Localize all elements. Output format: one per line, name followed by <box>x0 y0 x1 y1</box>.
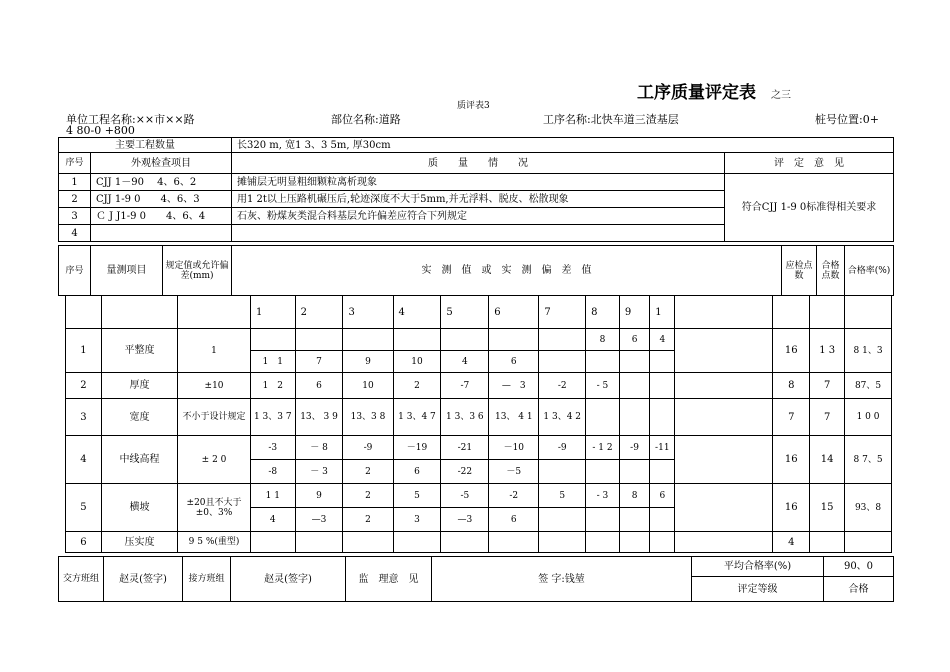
measured-value <box>489 329 539 351</box>
measured-value <box>586 460 620 484</box>
point-number: 1 <box>650 296 675 329</box>
row-no: 4 <box>59 225 91 242</box>
col-tolerance: 规定值或允许偏差(mm) <box>163 246 232 296</box>
form-title: 工序质量评定表 <box>637 83 756 103</box>
measure-item-name: 中线高程 <box>101 436 177 484</box>
measured-value: 7 <box>295 351 343 373</box>
pass-rate: 87、5 <box>845 373 892 399</box>
measured-value <box>650 399 675 436</box>
pass-rate: 8 1、3 <box>845 329 892 373</box>
measured-value: 6 <box>650 484 675 508</box>
blank-cell <box>773 296 810 329</box>
col-seq-measure: 序号 <box>59 246 91 296</box>
pass-rate: 1 0 0 <box>845 399 892 436</box>
tolerance-value: 1 <box>178 329 251 373</box>
measured-value: - 3 <box>586 484 620 508</box>
blank-cell <box>675 373 773 399</box>
measured-value: 6 <box>619 329 649 351</box>
row-no: 2 <box>59 191 91 208</box>
measured-value: 9 <box>343 351 393 373</box>
measured-value <box>586 532 620 553</box>
pass-rate: 93、8 <box>845 484 892 532</box>
opinion-cell: 符合CJJ 1-9 0标准得相关要求 <box>725 174 894 242</box>
measured-value: －19 <box>393 436 441 460</box>
pass-count: 7 <box>810 399 845 436</box>
measured-value: 9 <box>295 484 343 508</box>
point-number: 5 <box>441 296 489 329</box>
measured-value <box>441 532 489 553</box>
measured-value: 2 <box>343 484 393 508</box>
process-name: 工序名称:北快车道三渣基层 <box>543 113 679 126</box>
measure-header <box>58 245 894 296</box>
measured-value: -22 <box>441 460 489 484</box>
station-range: 4 80-0 +800 <box>66 124 135 137</box>
footer-table <box>58 556 894 602</box>
measured-value: - 1 2 <box>586 436 620 460</box>
row-item: Ｃ J J1-9 0 4、6、4 <box>91 208 232 225</box>
measure-item-name: 平整度 <box>101 329 177 373</box>
blank-cell <box>675 329 773 373</box>
measured-value: 6 <box>489 351 539 373</box>
measured-value: 6 <box>393 460 441 484</box>
avg-pass-rate-label: 平均合格率(%) <box>692 557 824 577</box>
supervision-opinion-label: 监 理意 见 <box>346 557 432 602</box>
measured-value: 1 1 <box>250 351 295 373</box>
measured-value <box>586 399 620 436</box>
measured-value: 2 <box>343 460 393 484</box>
pass-rate: 8 7、5 <box>845 436 892 484</box>
form-title-suffix: 之三 <box>771 90 791 101</box>
measure-grid <box>65 295 892 553</box>
measure-row-no: 4 <box>66 436 102 484</box>
should-check-count: 8 <box>773 373 810 399</box>
grade-label: 评定等级 <box>692 577 824 602</box>
point-number: 2 <box>295 296 343 329</box>
measured-value <box>539 532 586 553</box>
measured-value <box>650 351 675 373</box>
measured-value <box>295 532 343 553</box>
measured-value: 3 <box>393 508 441 532</box>
measured-value: 13、 4 1 <box>489 399 539 436</box>
col-pass-rate: 合格率(%) <box>845 246 894 296</box>
should-check-count: 7 <box>773 399 810 436</box>
measured-value: 1 1 <box>250 484 295 508</box>
pass-count: 15 <box>810 484 845 532</box>
blank-cell <box>675 532 773 553</box>
blank-cell <box>675 296 773 329</box>
tolerance-value: ± 2 0 <box>178 436 251 484</box>
col-measure-item: 量测项目 <box>91 246 163 296</box>
point-number: 9 <box>619 296 649 329</box>
measured-value: 10 <box>393 351 441 373</box>
measured-value: -9 <box>539 436 586 460</box>
point-number: 3 <box>343 296 393 329</box>
blank-cell <box>675 399 773 436</box>
measured-value: —3 <box>441 508 489 532</box>
measured-value <box>343 329 393 351</box>
measured-value <box>650 532 675 553</box>
point-number: 1 <box>250 296 295 329</box>
measured-value <box>539 460 586 484</box>
supervisor-signature: 签 字:钱堃 <box>432 557 692 602</box>
measured-value: -8 <box>250 460 295 484</box>
measured-value: 6 <box>489 508 539 532</box>
measure-item-name: 宽度 <box>101 399 177 436</box>
blank-cell <box>810 296 845 329</box>
measured-value: -9 <box>343 436 393 460</box>
measured-value: -21 <box>441 436 489 460</box>
measured-value: 1 2 <box>250 373 295 399</box>
measured-value <box>393 329 441 351</box>
measured-value <box>586 508 620 532</box>
measured-value <box>619 460 649 484</box>
unit-project-name: 单位工程名称:××市××路 <box>66 113 195 126</box>
measure-row-no: 6 <box>66 532 102 553</box>
measured-value <box>619 532 649 553</box>
measured-value <box>489 532 539 553</box>
inspection-table <box>58 137 894 242</box>
measured-value <box>650 373 675 399</box>
tolerance-value: 不小于设计规定 <box>178 399 251 436</box>
measured-value <box>650 508 675 532</box>
measured-value: 2 <box>393 373 441 399</box>
row-desc: 石灰、粉煤灰类混合料基层允许偏差应符合下列规定 <box>232 208 725 225</box>
measured-value: － 8 <box>295 436 343 460</box>
measured-value <box>250 329 295 351</box>
measured-value <box>619 399 649 436</box>
should-check-count: 16 <box>773 484 810 532</box>
avg-pass-rate-value: 90、0 <box>824 557 894 577</box>
row-desc: 用1 2t以上压路机碾压后,轮迹深度不大于5mm,并无浮料、脱皮、松散现象 <box>232 191 725 208</box>
point-number: 4 <box>393 296 441 329</box>
should-check-count: 4 <box>773 532 810 553</box>
row-no: 1 <box>59 174 91 191</box>
col-appearance-item: 外观检查项目 <box>91 153 232 174</box>
measured-value: － 3 <box>295 460 343 484</box>
measured-value <box>619 351 649 373</box>
row-desc: 摊铺层无明显粗细颗粒离析现象 <box>232 174 725 191</box>
measured-value: 4 <box>650 329 675 351</box>
blank-cell <box>66 296 102 329</box>
point-number: 7 <box>539 296 586 329</box>
receive-team-label: 接方班组 <box>183 557 231 602</box>
measured-value <box>619 508 649 532</box>
row-item <box>91 225 232 242</box>
form-number: 质评表3 <box>457 101 490 111</box>
blank-cell <box>675 484 773 532</box>
blank-cell <box>845 296 892 329</box>
main-qty-label: 主要工程数量 <box>59 138 232 153</box>
measured-value <box>586 351 620 373</box>
measured-value: 13、3 8 <box>343 399 393 436</box>
measured-value: 1 3、4 7 <box>393 399 441 436</box>
measured-value: －5 <box>489 460 539 484</box>
measured-value <box>539 351 586 373</box>
measured-value: -2 <box>539 373 586 399</box>
row-item: CJJ 1－90 4、6、2 <box>91 174 232 191</box>
measured-value: 5 <box>539 484 586 508</box>
station-position: 桩号位置:0+ <box>815 113 879 126</box>
handover-signature: 赵灵(签字) <box>104 557 183 602</box>
measured-value: 4 <box>250 508 295 532</box>
measured-value: -7 <box>441 373 489 399</box>
measured-value: －10 <box>489 436 539 460</box>
measured-value <box>295 329 343 351</box>
col-pass-count: 合格点数 <box>817 246 845 296</box>
measured-value: 4 <box>441 351 489 373</box>
measure-row-no: 5 <box>66 484 102 532</box>
point-number: 6 <box>489 296 539 329</box>
measured-value: 5 <box>393 484 441 508</box>
measured-value: -3 <box>250 436 295 460</box>
part-name: 部位名称:道路 <box>331 113 401 126</box>
measured-value <box>619 373 649 399</box>
receive-signature: 赵灵(签字) <box>231 557 346 602</box>
col-measured-values: 实 测 值 或 实 测 偏 差 值 <box>232 246 782 296</box>
measured-value <box>441 329 489 351</box>
measured-value: - 5 <box>586 373 620 399</box>
col-should-check: 应检点数 <box>782 246 817 296</box>
measure-row-no: 1 <box>66 329 102 373</box>
row-no: 3 <box>59 208 91 225</box>
tolerance-value: ±10 <box>178 373 251 399</box>
measured-value: —3 <box>295 508 343 532</box>
blank-cell <box>101 296 177 329</box>
measured-value <box>539 508 586 532</box>
pass-count: 7 <box>810 373 845 399</box>
pass-count <box>810 532 845 553</box>
measured-value: 6 <box>295 373 343 399</box>
measured-value: 1 3、3 6 <box>441 399 489 436</box>
should-check-count: 16 <box>773 436 810 484</box>
measure-item-name: 横坡 <box>101 484 177 532</box>
measured-value: 8 <box>619 484 649 508</box>
pass-count: 1 3 <box>810 329 845 373</box>
blank-cell <box>178 296 251 329</box>
measured-value <box>343 532 393 553</box>
row-item: CJJ 1-9 0 4、6、3 <box>91 191 232 208</box>
handover-team-label: 交方班组 <box>59 557 104 602</box>
should-check-count: 16 <box>773 329 810 373</box>
row-desc <box>232 225 725 242</box>
measure-item-name: 厚度 <box>101 373 177 399</box>
measured-value <box>539 329 586 351</box>
col-seq: 序号 <box>59 153 91 174</box>
measure-row-no: 2 <box>66 373 102 399</box>
tolerance-value: 9 5 %(重型) <box>178 532 251 553</box>
measured-value: 8 <box>586 329 620 351</box>
point-number: 8 <box>586 296 620 329</box>
measured-value: -2 <box>489 484 539 508</box>
pass-count: 14 <box>810 436 845 484</box>
measure-row-no: 3 <box>66 399 102 436</box>
measured-value <box>250 532 295 553</box>
measured-value: 13、 3 9 <box>295 399 343 436</box>
measured-value: -5 <box>441 484 489 508</box>
measured-value: — 3 <box>489 373 539 399</box>
measured-value: 2 <box>343 508 393 532</box>
pass-rate <box>845 532 892 553</box>
main-qty-value: 长320 m, 宽1 3、3 5m, 厚30cm <box>232 138 894 153</box>
measured-value: -11 <box>650 436 675 460</box>
measure-item-name: 压实度 <box>101 532 177 553</box>
measured-value: 1 3、4 2 <box>539 399 586 436</box>
blank-cell <box>675 436 773 484</box>
measured-value: -9 <box>619 436 649 460</box>
measured-value <box>650 460 675 484</box>
col-quality: 质 量 情 况 <box>232 153 725 174</box>
col-opinion: 评 定 意 见 <box>725 153 894 174</box>
measured-value: 10 <box>343 373 393 399</box>
grade-value: 合格 <box>824 577 894 602</box>
measured-value <box>393 532 441 553</box>
tolerance-value: ±20且不大于±0、3% <box>178 484 251 532</box>
measured-value: 1 3、3 7 <box>250 399 295 436</box>
